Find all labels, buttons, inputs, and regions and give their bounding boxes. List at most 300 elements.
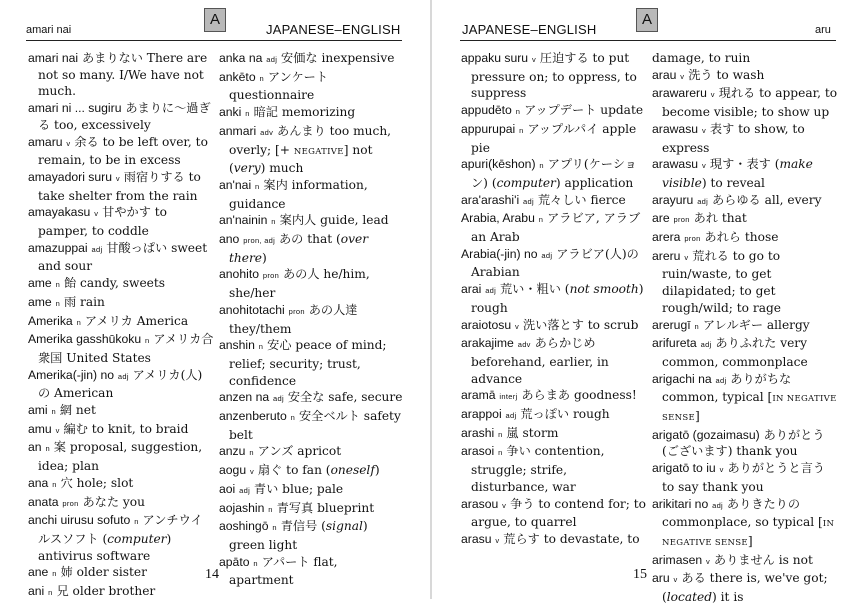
definition-text: アレルギー allergy xyxy=(698,317,810,332)
part-of-speech: v xyxy=(250,467,255,477)
definition-text: 現す・表す ( xyxy=(706,157,780,172)
definition-text: 嵐 storm xyxy=(502,425,559,440)
headword: arigatō (gozaimasu) xyxy=(652,427,760,442)
dictionary-entry xyxy=(652,50,840,67)
dictionary-entry xyxy=(219,462,405,481)
dictionary-entry xyxy=(461,387,647,406)
headword: ano xyxy=(219,232,240,247)
part-of-speech: n xyxy=(249,448,254,458)
part-of-speech: n xyxy=(52,569,57,579)
headword: anki xyxy=(219,105,242,120)
right-column-1 xyxy=(461,50,650,550)
headword: arawasu xyxy=(652,157,699,172)
part-of-speech: v xyxy=(701,161,707,171)
part-of-speech: v xyxy=(115,173,120,183)
right-header-rule xyxy=(460,40,836,41)
definition-text: 安全ベルト safety belt xyxy=(229,409,405,442)
part-of-speech: v xyxy=(94,209,99,219)
definition-text: あれら those xyxy=(700,230,779,245)
part-of-speech: adj xyxy=(712,500,724,510)
headword: amayakasu xyxy=(28,205,91,220)
definition-text: アンチウイルスソフト ( xyxy=(38,513,203,546)
part-of-speech: v xyxy=(55,425,60,435)
definition-text: アメリカ(人)の American xyxy=(38,367,203,401)
dictionary-entry xyxy=(219,177,405,212)
left-column-1 xyxy=(28,50,214,602)
headword: aojashin xyxy=(219,500,265,515)
definition-text: あんまり too much, overly; [+ xyxy=(229,123,395,157)
usage-label: IN NEGATIVE SENSE xyxy=(662,394,840,424)
dictionary-entry xyxy=(28,294,214,313)
definition-text: damage, to ruin xyxy=(652,51,751,65)
headword: ane xyxy=(28,565,49,580)
definition-text: 甘やかす to pamper, to coddle xyxy=(38,205,171,239)
definition-text: 荒れる to go to ruin/waste, to get dilapidated; to get rough/wild; to rage xyxy=(662,248,784,315)
dictionary-entry xyxy=(28,367,214,402)
italic-gloss: signal xyxy=(325,519,363,534)
dictionary-entry xyxy=(219,231,405,266)
dictionary-entry xyxy=(28,475,214,494)
headword: ame xyxy=(28,276,52,291)
headword: anzen na xyxy=(219,390,270,405)
part-of-speech: n xyxy=(245,109,250,119)
right-column-2 xyxy=(652,50,840,606)
dictionary-entry xyxy=(652,552,840,571)
headword: an xyxy=(28,440,42,455)
headword: anzu xyxy=(219,444,246,459)
italic-gloss: computer xyxy=(496,175,556,190)
definition-text: アラビア, アラブ an Arab xyxy=(471,211,645,245)
definition-text: 兄 older brother xyxy=(52,584,156,599)
dictionary-entry xyxy=(219,481,405,500)
part-of-speech: adj xyxy=(541,250,553,260)
headword: Arabia(-jin) no xyxy=(461,246,538,261)
part-of-speech: v xyxy=(66,138,71,148)
definition-text: 洗う to wash xyxy=(684,67,765,82)
left-running-title: JAPANESE–ENGLISH xyxy=(266,22,401,37)
headword: arigachi na xyxy=(652,371,712,386)
headword: arikitari no xyxy=(652,496,709,511)
definition-text: 暗記 memorizing xyxy=(249,105,356,120)
definition-text: ありふれた very common, commonplace xyxy=(662,336,811,369)
definition-text: ありません is not xyxy=(710,552,813,567)
definition-text: 姉 older sister xyxy=(56,565,147,580)
definition-text: 扇ぐ to fan ( xyxy=(254,463,331,478)
part-of-speech: adj xyxy=(715,375,727,385)
left-header-rule xyxy=(26,40,402,41)
italic-gloss: not smooth xyxy=(569,282,639,297)
headword: amu xyxy=(28,421,52,436)
dictionary-entry xyxy=(461,425,647,444)
dictionary-entry xyxy=(219,389,405,408)
headword: anata xyxy=(28,494,59,509)
headword: amaru xyxy=(28,134,63,149)
headword: anshin xyxy=(219,338,255,353)
dictionary-entry xyxy=(219,443,405,462)
part-of-speech: adj xyxy=(485,286,497,296)
definition-text: 青信号 ( xyxy=(276,519,326,534)
headword: araiotosu xyxy=(461,317,512,332)
definition-text: 荒々しい fierce xyxy=(533,192,626,207)
dictionary-entry xyxy=(652,67,840,86)
definition-text: 雨 rain xyxy=(60,294,105,309)
dictionary-entry xyxy=(652,121,840,156)
dictionary-entry xyxy=(652,317,840,336)
part-of-speech: n xyxy=(498,448,503,458)
dictionary-entry xyxy=(461,406,647,425)
headword: ara'arashi'i xyxy=(461,192,520,207)
headword: apāto xyxy=(219,554,250,569)
definition-text: 安全な safe, secure xyxy=(283,390,403,405)
part-of-speech: adj xyxy=(91,244,103,254)
headword: anohito xyxy=(219,267,259,282)
headword: arawareru xyxy=(652,86,707,101)
definition-text: あまりに〜過ぎる too, excessively xyxy=(38,101,211,132)
definition-text: 編む to knit, to braid xyxy=(59,421,189,436)
part-of-speech: n xyxy=(255,181,260,191)
headword: arau xyxy=(652,67,677,82)
dictionary-entry xyxy=(461,496,650,531)
definition-text: 案内人 guide, lead xyxy=(275,213,389,228)
part-of-speech: n xyxy=(258,342,264,352)
definition-text: アパート flat, apartment xyxy=(229,554,342,588)
right-letter-tab: A xyxy=(636,8,658,32)
headword: arasoi xyxy=(461,444,495,459)
headword: Amerika xyxy=(28,313,73,328)
headword: aoshingō xyxy=(219,519,269,534)
dictionary-entry xyxy=(652,335,840,370)
italic-gloss: over there xyxy=(229,232,372,265)
headword: appurupai xyxy=(461,121,516,136)
dictionary-entry xyxy=(461,443,647,495)
dictionary-entry xyxy=(219,408,405,443)
definition-text: ] xyxy=(747,533,753,548)
part-of-speech: adj xyxy=(266,55,278,64)
definition-text: 案内 information, guidance xyxy=(229,177,372,211)
definition-text: 安価な inexpensive xyxy=(277,51,395,65)
dictionary-entry xyxy=(461,156,647,191)
italic-gloss: located xyxy=(666,590,713,605)
headword: anmari xyxy=(219,123,257,138)
definition-text: ) xyxy=(374,463,380,478)
headword: apuri(kēshon) xyxy=(461,157,536,172)
headword: arayuru xyxy=(652,192,694,207)
definition-text: ) green light xyxy=(229,519,372,552)
part-of-speech: adj xyxy=(700,340,712,350)
headword: are xyxy=(652,211,670,226)
dictionary-entry xyxy=(219,518,405,553)
definition-text: 飴 candy, sweets xyxy=(60,276,166,291)
right-page-number: 15 xyxy=(633,567,647,582)
dictionary-entry xyxy=(28,402,214,421)
part-of-speech: n xyxy=(515,107,521,117)
dictionary-entry xyxy=(461,335,647,387)
dictionary-entry xyxy=(652,460,840,495)
headword: aoi xyxy=(219,481,236,496)
definition-text: アップデート update xyxy=(520,103,644,118)
headword: arera xyxy=(652,230,681,245)
part-of-speech: n xyxy=(271,217,276,227)
left-column-2 xyxy=(219,50,405,589)
headword: aru xyxy=(652,571,670,586)
dictionary-entry xyxy=(652,248,840,317)
right-running-title: JAPANESE–ENGLISH xyxy=(462,22,597,37)
dictionary-entry xyxy=(219,69,405,104)
definition-text: あらまあ goodness! xyxy=(517,388,637,403)
headword: arimasen xyxy=(652,552,703,567)
part-of-speech: v xyxy=(495,535,500,545)
headword: ankēto xyxy=(219,69,256,84)
part-of-speech: v xyxy=(706,556,711,566)
headword: areru xyxy=(652,248,681,263)
definition-text: ] xyxy=(695,409,700,424)
part-of-speech: adj xyxy=(697,196,709,206)
dictionary-entry xyxy=(28,512,214,564)
headword: arifureta xyxy=(652,336,697,351)
dictionary-entry xyxy=(28,169,214,204)
headword: ani xyxy=(28,584,45,599)
part-of-speech: n xyxy=(272,523,277,533)
part-of-speech: n xyxy=(539,161,544,171)
part-of-speech: pron xyxy=(684,234,701,244)
definition-text: アラビア(人)の Arabian xyxy=(471,246,643,280)
definition-text: ] not ( xyxy=(229,142,377,176)
dictionary-entry xyxy=(652,156,840,191)
definition-text: ありきたりの commonplace, so typical [ xyxy=(662,496,823,530)
definition-text: あれ that xyxy=(689,211,747,226)
definition-text: 荒っぽい rough xyxy=(516,407,610,422)
definition-text: ある there is, we've got; ( xyxy=(662,571,832,605)
definition-text: ) rough xyxy=(471,282,648,315)
dictionary-entry xyxy=(461,121,647,156)
part-of-speech: adj xyxy=(505,411,517,421)
definition-text: 雨宿りする to take shelter from the rain xyxy=(38,169,205,203)
definition-text: アップルパイ apple pie xyxy=(471,121,641,155)
part-of-speech: pron xyxy=(673,215,690,225)
headword: arakajime xyxy=(461,336,514,351)
definition-text: 表す to show, to express xyxy=(662,121,809,155)
definition-text: あの that ( xyxy=(275,232,341,247)
definition-text: ) xyxy=(262,250,267,265)
headword: ame xyxy=(28,294,52,309)
part-of-speech: n xyxy=(45,444,50,454)
dictionary-entry xyxy=(219,337,405,389)
part-of-speech: v xyxy=(680,71,685,81)
definition-text: 穴 hole; slot xyxy=(56,475,134,490)
part-of-speech: interj xyxy=(499,392,518,402)
part-of-speech: v xyxy=(710,90,715,100)
headword: arigatō to iu xyxy=(652,461,716,476)
part-of-speech: n xyxy=(76,317,82,327)
definition-text: アンケート questionnaire xyxy=(229,69,332,103)
definition-text: 荒い・粗い ( xyxy=(496,282,570,297)
headword: aogu xyxy=(219,463,247,478)
definition-text: あなた you xyxy=(78,494,145,509)
dictionary-entry xyxy=(461,281,647,316)
left-page-number: 14 xyxy=(205,567,219,582)
dictionary-entry xyxy=(652,192,840,211)
dictionary-entry xyxy=(652,210,840,229)
part-of-speech: v xyxy=(701,125,707,135)
dictionary-entry xyxy=(28,439,214,474)
part-of-speech: v xyxy=(719,465,724,475)
part-of-speech: n xyxy=(290,413,296,423)
italic-gloss: make visible xyxy=(662,157,817,190)
dictionary-entry xyxy=(461,210,647,245)
dictionary-entry xyxy=(652,570,840,605)
dictionary-entry xyxy=(219,266,405,301)
part-of-speech: adj xyxy=(273,394,284,404)
definition-text: あらゆる all, every xyxy=(708,192,822,207)
definition-text: 網 net xyxy=(56,403,96,418)
definition-text: 余る to be left over, to remain, to be in excess xyxy=(38,134,212,168)
headword: arashi xyxy=(461,425,495,440)
definition-text: ) it is xyxy=(712,590,744,605)
dictionary-entry xyxy=(461,317,647,336)
dictionary-entry xyxy=(219,500,405,519)
definition-text: アメリカ合衆国 United States xyxy=(38,332,214,365)
dictionary-entry xyxy=(28,313,214,332)
dictionary-entry xyxy=(652,371,840,427)
headword: aramā xyxy=(461,388,496,403)
headword: arawasu xyxy=(652,121,699,136)
part-of-speech: n xyxy=(52,479,57,489)
headword: anzenberuto xyxy=(219,409,287,424)
dictionary-entry xyxy=(219,50,405,69)
definition-text: 争い contention, struggle; strife, disturbance, war xyxy=(471,444,609,494)
part-of-speech: pron xyxy=(262,271,280,281)
italic-gloss: oneself xyxy=(330,463,375,478)
part-of-speech: adj xyxy=(117,371,129,381)
part-of-speech: adv xyxy=(517,340,531,350)
definition-text: あの人達 they/them xyxy=(229,302,362,336)
left-page xyxy=(0,0,430,599)
part-of-speech: v xyxy=(515,321,520,331)
definition-text: ) to reveal xyxy=(701,175,765,190)
dictionary-entry xyxy=(652,229,840,248)
definition-text: 圧迫する to put pressure on; to oppress, to suppress xyxy=(471,51,641,101)
usage-label: IN NEGATIVE SENSE xyxy=(662,519,838,548)
definition-text: 青い blue; pale xyxy=(250,481,344,496)
headword: an'nai xyxy=(219,177,252,192)
headword: appudēto xyxy=(461,103,512,118)
definition-text: あまりない There are not so many. I/We have not much. xyxy=(38,51,212,99)
left-guide-word: amari nai xyxy=(26,24,72,36)
dictionary-entry xyxy=(652,427,840,460)
definition-text: ) application xyxy=(555,175,634,190)
dictionary-entry xyxy=(219,554,405,589)
definition-text: あらかじめ beforehand, earlier, in advance xyxy=(471,336,613,386)
part-of-speech: v xyxy=(531,55,537,64)
part-of-speech: pron, adj xyxy=(243,236,276,246)
part-of-speech: pron xyxy=(62,498,79,508)
dictionary-entry xyxy=(219,104,405,123)
headword: appaku suru xyxy=(461,51,529,65)
headword: amazuppai xyxy=(28,240,88,255)
headword: amayadori suru xyxy=(28,169,112,184)
headword: arasou xyxy=(461,496,499,511)
dictionary-entry xyxy=(28,134,214,169)
part-of-speech: n xyxy=(694,321,699,331)
dictionary-entry xyxy=(28,275,214,294)
dictionary-entry xyxy=(28,494,214,513)
italic-gloss: very xyxy=(233,161,261,176)
part-of-speech: adj xyxy=(523,196,534,206)
headword: Amerika gasshūkoku xyxy=(28,332,142,347)
headword: ana xyxy=(28,475,49,490)
part-of-speech: n xyxy=(55,280,61,290)
part-of-speech: adj xyxy=(239,485,251,495)
dictionary-entry xyxy=(219,123,405,177)
headword: arasu xyxy=(461,531,492,546)
part-of-speech: n xyxy=(55,298,61,308)
headword: arerugī xyxy=(652,317,691,332)
definition-text: 青写真 blueprint xyxy=(272,500,375,515)
definition-text: あの人 he/him, she/her xyxy=(229,267,374,301)
definition-text: 案 proposal, suggestion, idea; plan xyxy=(38,440,207,474)
part-of-speech: v xyxy=(673,575,678,585)
part-of-speech: v xyxy=(684,252,689,262)
headword: anchi uirusu sofuto xyxy=(28,513,131,528)
right-guide-word: aru xyxy=(815,24,831,36)
left-letter-tab: A xyxy=(204,8,226,32)
dictionary-entry xyxy=(28,204,214,239)
definition-text: アンズ apricot xyxy=(253,444,342,459)
part-of-speech: n xyxy=(538,215,544,225)
dictionary-entry xyxy=(28,564,214,583)
headword: amari nai xyxy=(28,51,79,65)
dictionary-entry xyxy=(652,85,840,120)
part-of-speech: n xyxy=(498,429,503,439)
dictionary-entry xyxy=(461,246,647,281)
headword: Amerika(-jin) no xyxy=(28,367,115,382)
definition-text: ありがとうと言う to say thank you xyxy=(662,461,829,494)
usage-label: NEGATIVE xyxy=(293,146,344,157)
definition-text: 安心 peace of mind; relief; security; trust, confidence xyxy=(229,338,391,388)
dictionary-entry xyxy=(461,50,647,102)
headword: arappoi xyxy=(461,407,502,422)
dictionary-entry xyxy=(28,240,214,275)
right-page xyxy=(432,0,862,605)
definition-text: ありがちな common, typical [ xyxy=(662,371,796,405)
italic-gloss: computer xyxy=(107,531,167,546)
dictionary-entry xyxy=(461,102,647,121)
definition-text: 荒らす to devastate, to xyxy=(499,531,640,546)
dictionary-entry xyxy=(28,100,214,133)
part-of-speech: n xyxy=(253,558,258,568)
part-of-speech: n xyxy=(259,73,264,83)
definition-text: 洗い落とす to scrub xyxy=(519,317,639,332)
headword: arai xyxy=(461,282,482,297)
dictionary-entry xyxy=(28,331,214,366)
dictionary-entry xyxy=(28,50,214,100)
dictionary-entry xyxy=(28,421,214,440)
definition-text: アメリカ America xyxy=(81,313,189,328)
headword: ami xyxy=(28,403,48,418)
part-of-speech: adv xyxy=(260,127,274,137)
part-of-speech: n xyxy=(134,517,139,527)
dictionary-entry xyxy=(652,496,840,552)
headword: anohitotachi xyxy=(219,302,285,317)
definition-text: 現れる to appear, to become visible; to show up xyxy=(662,86,841,120)
headword: amari ni ... sugiru xyxy=(28,101,122,116)
part-of-speech: n xyxy=(519,125,524,135)
definition-text: ) much xyxy=(260,161,304,176)
definition-text: ) antivirus software xyxy=(38,531,176,563)
dictionary-entry xyxy=(219,302,405,337)
part-of-speech: v xyxy=(502,500,507,510)
headword: Arabia, Arabu xyxy=(461,211,535,226)
